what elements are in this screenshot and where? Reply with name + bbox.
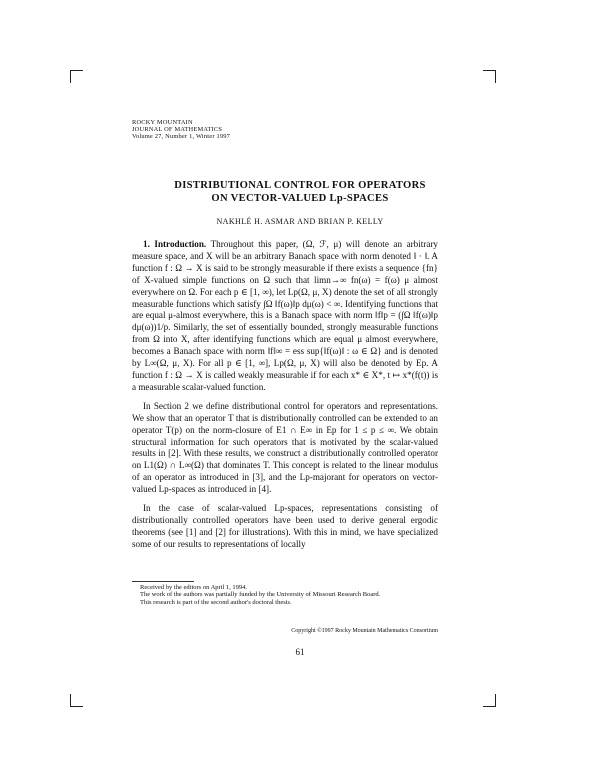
paper-body (132, 239, 438, 558)
paragraph: In the case of scalar-valued Lp-spaces, representations consisting of distributionally controlled operators have been used to derive general ergodic theorems (see [1] and [2] for illustrations). With this in mind, we have specialized some of our results to representations of locally (132, 503, 438, 549)
paragraph (132, 239, 438, 394)
title-line1: DISTRIBUTIONAL CONTROL FOR OPERATORS (174, 180, 426, 191)
footnotes (132, 584, 438, 606)
crop-mark-bottom-left-v (70, 694, 71, 707)
paragraph-text: Throughout this paper, (Ω, ℱ, μ) will denote an arbitrary measure space, and X will be an arbitrary Banach space with norm denoted ‖ · ‖. A function f : Ω → X is said to be strongly measurable if there exists a sequence {fn} of X-valued simple functions on Ω such that limn→∞ fn(ω) = f(ω) μ almost everywhere on Ω. For each p ∈ [1, ∞), let Lp(Ω, μ, X) denote the set of all strongly measurable functions which satisfy ∫Ω ‖f(ω)‖p dμ(ω) < ∞. Identifying functions that are equal μ-almost everywhere, this is a Banach space with norm ‖f‖p = (∫Ω ‖f(ω)‖p dμ(ω))1/p. Similarly, the set of essentially bounded, strongly measurable functions from Ω into X, after identifying functions which are equal μ almost everywhere, becomes a Banach space with norm ‖f‖∞ = ess sup{‖f(ω)‖ : ω ∈ Ω} and is denoted by L∞(Ω, μ, X). For all p ∈ [1, ∞], Lp(Ω, μ, X) will also be denoted by Ep. A function f : Ω → X is called weakly measurable if for each x* ∈ X*, t ↦ x*(f(t)) is a measurable scalar-valued function. (132, 239, 438, 392)
crop-mark-top-left (70, 70, 83, 71)
journal-header (132, 119, 230, 141)
title-line2: ON VECTOR-VALUED Lp-SPACES (211, 193, 389, 204)
section-heading: 1. Introduction. (143, 239, 207, 249)
footnote-thesis: This research is part of the second author's doctoral thesis. (140, 598, 292, 606)
paragraph: In Section 2 we define distributional control for operators and representations. We show that an operator T that is distributionally controlled can be extended to an operator T(p) on the norm-closure of E1 ∩ E∞ in Ep for 1 ≤ p ≤ ∞. We obtain structural information for such operators that is motivated by the scalar-valued results in [2]. With these results, we construct a distributionally controlled operator on L1(Ω) ∩ L∞(Ω) that dominates T. This concept is related to the linear modulus of an operator as introduced in [3], and the Lp-majorant for operators on vector-valued Lp-spaces as introduced in [4]. (132, 400, 438, 495)
paper-title (0, 179, 600, 205)
journal-name-line2: JOURNAL OF MATHEMATICS (132, 126, 223, 134)
crop-mark-bottom-left (70, 706, 83, 707)
journal-volume: Volume 27, Number 1, Winter 1997 (132, 133, 231, 141)
crop-mark-top-left-v (70, 70, 71, 83)
journal-name-line1: ROCKY MOUNTAIN (132, 119, 193, 126)
authors: NAKHLÉ H. ASMAR AND BRIAN P. KELLY (216, 217, 384, 226)
crop-mark-top-right-v (495, 70, 496, 83)
page-number: 61 (295, 647, 305, 657)
crop-mark-bottom-right-v (495, 694, 496, 707)
footnote-rule (132, 581, 194, 582)
footnote-funding: The work of the authors was partially funded by the University of Missouri Research Board. (140, 591, 381, 599)
copyright-notice: Copyright ©1997 Rocky Mountain Mathematics Consortium (291, 628, 438, 634)
footnote-received: Received by the editors on April 1, 1994. (140, 584, 248, 591)
